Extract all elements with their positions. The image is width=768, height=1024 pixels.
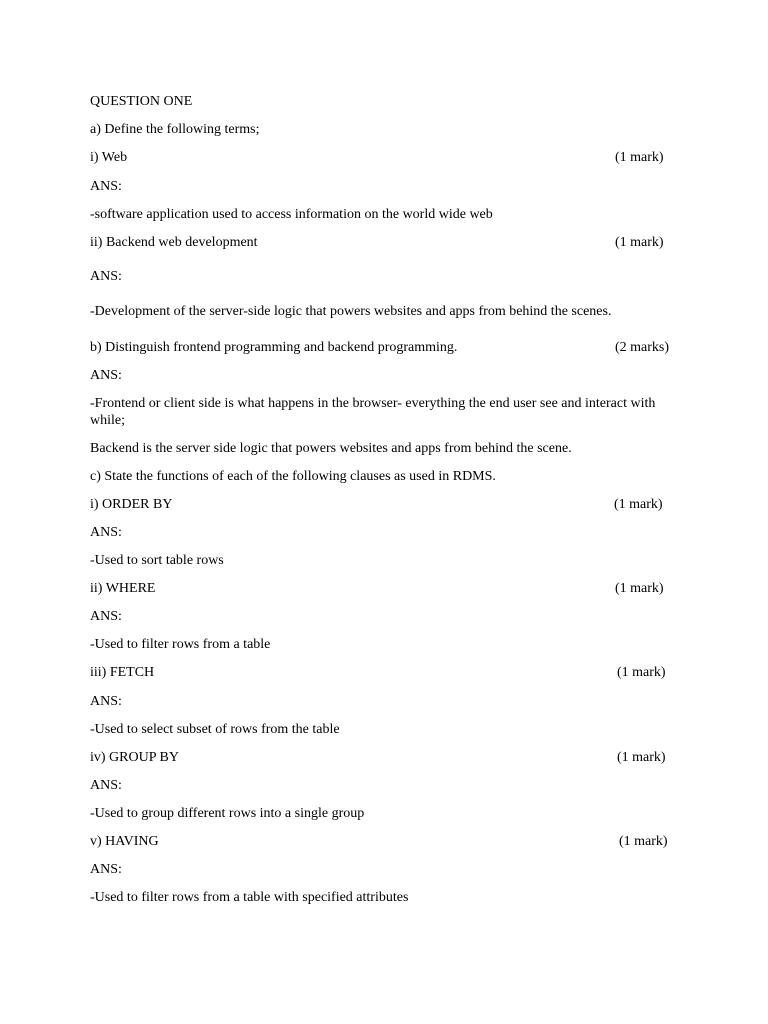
answer-web: -software application used to access information on the world wide web [90,207,493,222]
question-where: ii) WHERE [90,581,156,596]
answer-backend: -Development of the server-side logic that powers websites and apps from behind the scenes. [90,304,612,319]
mark-part-b: (2 marks) [615,340,670,355]
question-backend: ii) Backend web development [90,235,258,250]
mark-where: (1 mark) [615,581,664,596]
answer-label: ANS: [90,609,122,624]
question-having: v) HAVING [90,834,159,849]
part-a-prompt: a) Define the following terms; [90,122,260,137]
question-heading: QUESTION ONE [90,94,193,109]
question-web: i) Web [90,150,128,165]
answer-label: ANS: [90,525,122,540]
answer-label: ANS: [90,269,122,284]
answer-backend-distinction: Backend is the server side logic that powers websites and apps from behind the scene. [90,441,572,456]
mark-group-by: (1 mark) [617,750,666,765]
mark-order-by: (1 mark) [614,497,663,512]
answer-order-by: -Used to sort table rows [90,553,224,568]
answer-label: ANS: [90,179,122,194]
mark-having: (1 mark) [619,834,668,849]
answer-where: -Used to filter rows from a table [90,637,271,652]
question-order-by: i) ORDER BY [90,497,173,512]
mark-backend: (1 mark) [615,235,664,250]
part-b-prompt: b) Distinguish frontend programming and backend programming. [90,340,458,355]
answer-label: ANS: [90,778,122,793]
answer-label: ANS: [90,694,122,709]
question-fetch: iii) FETCH [90,665,155,680]
part-c-prompt: c) State the functions of each of the following clauses as used in RDMS. [90,469,496,484]
question-group-by: iv) GROUP BY [90,750,179,765]
answer-having: -Used to filter rows from a table with specified attributes [90,890,409,905]
answer-fetch: -Used to select subset of rows from the table [90,722,340,737]
answer-label: ANS: [90,368,122,383]
mark-web: (1 mark) [615,150,664,165]
mark-fetch: (1 mark) [617,665,666,680]
answer-label: ANS: [90,862,122,877]
answer-group-by: -Used to group different rows into a single group [90,806,365,821]
answer-frontend: -Frontend or client side is what happens in the browser- everything the end user see and interact with while; [90,396,656,428]
